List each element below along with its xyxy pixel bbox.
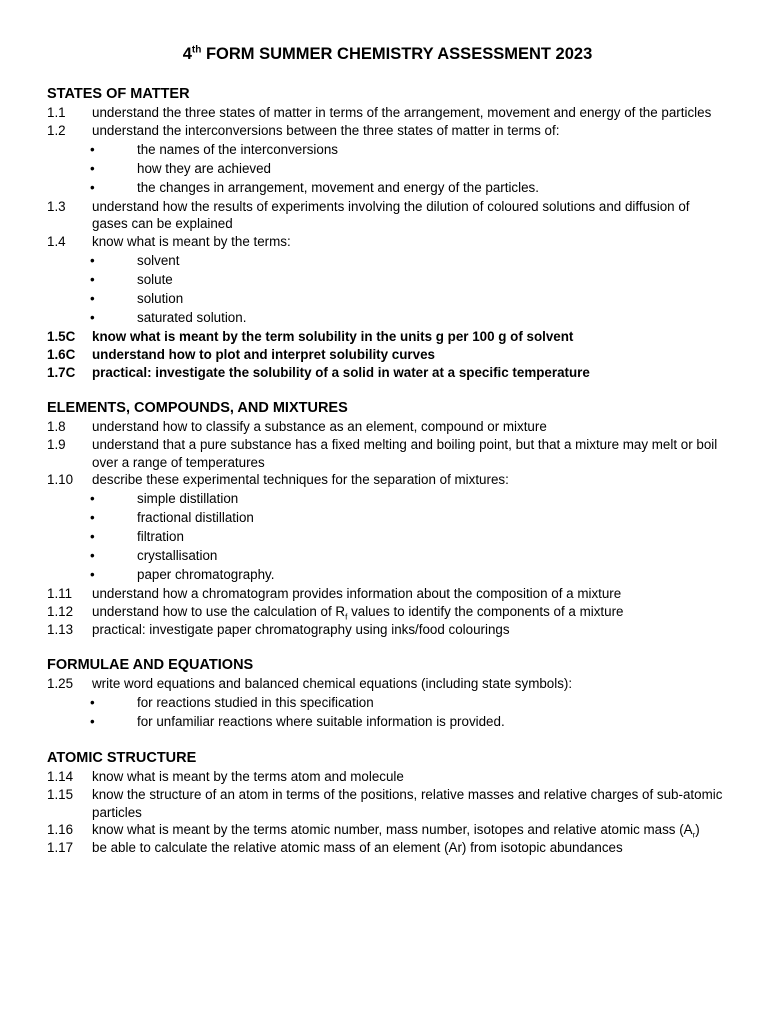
bullet-text: fractional distillation [137, 510, 254, 526]
spec-text-part: know what is meant by the terms atomic number, mass number, isotopes and relative atomic mass (A [92, 822, 693, 838]
spec-number: 1.12 [47, 604, 74, 620]
bullet-icon: • [90, 695, 95, 711]
spec-item [47, 621, 728, 639]
bullet-text: for reactions studied in this specification [137, 695, 374, 711]
spec-text: practical: investigate the solubility of a solid in water at a specific temperature [92, 364, 590, 380]
bullet-text: filtration [137, 529, 184, 545]
bullet-text: the changes in arrangement, movement and energy of the particles. [137, 179, 539, 195]
bullet-list [47, 141, 728, 197]
spec-text: understand how to plot and interpret solubility curves [92, 346, 435, 362]
spec-item [47, 364, 728, 382]
bullet-icon: • [90, 510, 95, 526]
spec-item [47, 675, 728, 693]
bullet-text: for unfamiliar reactions where suitable information is provided. [137, 714, 505, 730]
spec-item [47, 768, 728, 786]
bullet-item [47, 713, 728, 731]
spec-number: 1.15 [47, 786, 74, 802]
spec-text: understand how a chromatogram provides information about the composition of a mixture [92, 586, 622, 602]
spec-number: 1.25 [47, 676, 74, 692]
spec-item [47, 471, 728, 489]
spec-number: 1.16 [47, 822, 74, 838]
bullet-item [47, 141, 728, 159]
section-heading: STATES OF MATTER [47, 86, 190, 102]
bullet-icon: • [90, 160, 95, 176]
bullet-icon: • [90, 291, 95, 307]
spec-item [47, 603, 728, 621]
bullet-item [47, 547, 728, 565]
bullet-item [47, 179, 728, 197]
spec-number: 1.3 [47, 198, 66, 214]
bullet-text: saturated solution. [137, 310, 247, 326]
spec-text: write word equations and balanced chemical equations (including state symbols): [92, 676, 573, 692]
spec-text [92, 821, 728, 839]
bullet-text: the names of the interconversions [137, 141, 338, 157]
spec-text: understand the three states of matter in terms of the arrangement, movement and energy of the particles [92, 105, 712, 120]
bullet-text: solvent [137, 253, 180, 269]
spec-number: 1.1 [47, 105, 66, 120]
spec-item [47, 821, 728, 839]
spec-item [47, 122, 728, 140]
bullet-item [47, 252, 728, 270]
spec-item [47, 436, 728, 471]
spec-item [47, 418, 728, 436]
bullet-text: simple distillation [137, 491, 239, 507]
section [47, 656, 728, 731]
spec-number: 1.13 [47, 621, 74, 637]
spec-text: know the structure of an atom in terms of the positions, relative masses and relative charges of sub-atomic particles [92, 786, 723, 820]
bullet-item [47, 566, 728, 584]
bullet-icon: • [90, 529, 95, 545]
spec-text-subscript: f [345, 612, 348, 622]
bullet-icon: • [90, 310, 95, 326]
bullet-item [47, 160, 728, 178]
spec-text-part: understand how to use the calculation of R [92, 604, 346, 620]
section [47, 85, 728, 381]
spec-number: 1.17 [47, 839, 74, 855]
bullet-text: crystallisation [137, 548, 218, 564]
section-heading: FORMULAE AND EQUATIONS [47, 657, 254, 674]
spec-text: understand the interconversions between the three states of matter in terms of: [92, 122, 560, 138]
spec-text: understand that a pure substance has a fixed melting and boiling point, but that a mixture may melt or boil over a range of temperatures [92, 436, 718, 470]
title-superscript: th [191, 44, 202, 56]
bullet-text: paper chromatography. [137, 567, 275, 583]
spec-item [47, 839, 728, 857]
bullet-item [47, 509, 728, 527]
spec-text: practical: investigate paper chromatography using inks/food colourings [92, 621, 510, 637]
spec-item [47, 786, 728, 821]
bullet-icon: • [90, 491, 95, 507]
bullet-text: how they are achieved [137, 160, 271, 176]
bullet-icon: • [90, 548, 95, 564]
spec-text [92, 603, 728, 621]
bullet-list [47, 694, 728, 731]
bullet-icon: • [90, 179, 95, 195]
bullet-list [47, 490, 728, 584]
spec-number: 1.7C [47, 364, 76, 380]
section-heading: ATOMIC STRUCTURE [47, 750, 197, 767]
bullet-item [47, 490, 728, 508]
title-prefix: 4 [182, 45, 192, 63]
spec-item [47, 104, 728, 122]
spec-item [47, 198, 728, 233]
spec-number: 1.2 [47, 122, 66, 138]
spec-item [47, 585, 728, 603]
spec-text: know what is meant by the terms atom and molecule [92, 769, 404, 785]
document-title [47, 43, 728, 65]
bullet-item [47, 309, 728, 327]
spec-text: describe these experimental techniques for the separation of mixtures: [92, 472, 509, 488]
spec-item [47, 346, 728, 364]
spec-item [47, 328, 728, 346]
bullet-text: solution [137, 291, 184, 307]
spec-text: understand how to classify a substance as an element, compound or mixture [92, 419, 547, 435]
spec-number: 1.5C [47, 329, 76, 345]
section-heading: ELEMENTS, COMPOUNDS, AND MIXTURES [47, 400, 348, 417]
spec-number: 1.8 [47, 419, 66, 435]
spec-text-part: values to identify the components of a mixture [347, 604, 624, 620]
spec-text-part: ) [695, 822, 700, 838]
section [47, 749, 728, 857]
bullet-text: solute [137, 272, 173, 288]
bullet-item [47, 528, 728, 546]
sections-container [47, 85, 728, 857]
spec-text: know what is meant by the term solubility in the units g per 100 g of solvent [92, 329, 574, 345]
bullet-icon: • [90, 714, 95, 730]
spec-number: 1.11 [47, 586, 73, 602]
bullet-icon: • [90, 253, 95, 269]
spec-number: 1.10 [47, 472, 74, 488]
bullet-icon: • [90, 272, 95, 288]
bullet-icon: • [90, 567, 95, 583]
bullet-item [47, 290, 728, 308]
section [47, 399, 728, 638]
spec-number: 1.6C [47, 346, 76, 362]
spec-text: be able to calculate the relative atomic mass of an element (Ar) from isotopic abundances [92, 839, 623, 855]
bullet-item [47, 694, 728, 712]
bullet-item [47, 271, 728, 289]
spec-text-subscript: r [692, 830, 696, 840]
spec-item [47, 233, 728, 251]
bullet-list [47, 252, 728, 327]
spec-number: 1.4 [47, 234, 66, 250]
spec-number: 1.9 [47, 436, 66, 452]
spec-text: know what is meant by the terms: [92, 234, 291, 250]
spec-number: 1.14 [47, 769, 74, 785]
bullet-icon: • [90, 141, 95, 157]
spec-text: understand how the results of experiments involving the dilution of coloured solutions and diffusion of gases can be explained [92, 198, 690, 232]
title-rest: FORM SUMMER CHEMISTRY ASSESSMENT 2023 [201, 45, 593, 63]
